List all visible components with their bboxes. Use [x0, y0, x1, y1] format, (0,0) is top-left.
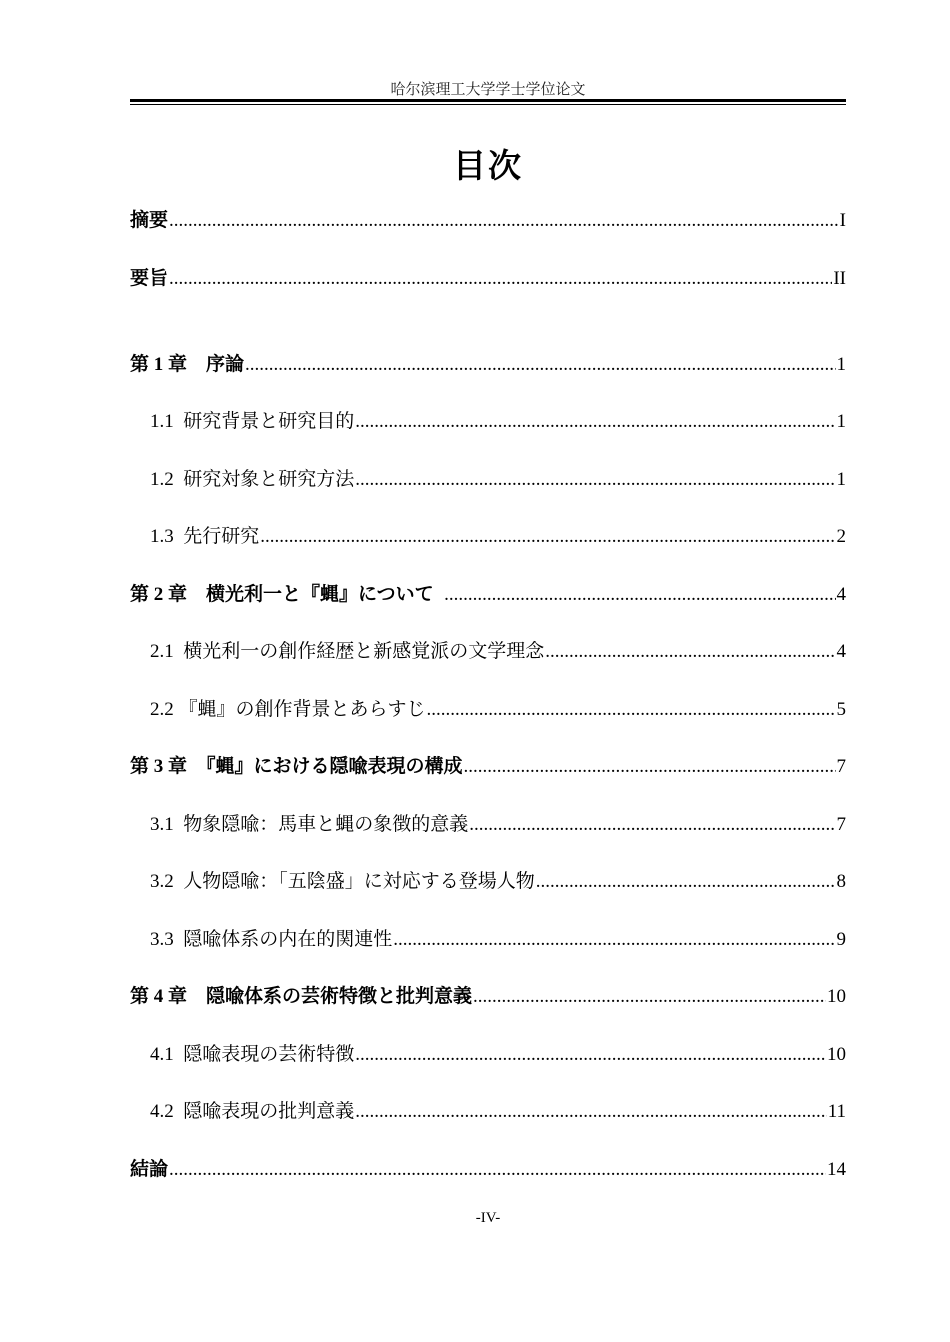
dot-leader: [355, 1101, 826, 1123]
toc-entry-section-4-1: [150, 1039, 846, 1067]
toc-entry-section-3-1: [150, 809, 846, 837]
toc-page: 10: [827, 1044, 846, 1065]
toc-label: 3.1 物象隠喩：馬車と蝿の象徴的意義: [150, 814, 469, 835]
toc-page: 5: [836, 699, 846, 720]
header-rule-thin: [130, 104, 846, 105]
toc-entry-section-3-3: [150, 924, 846, 952]
toc-entry-chapter-4: [130, 981, 846, 1009]
toc-entry-conclusion: [130, 1154, 846, 1182]
toc-entry-section-3-2: [150, 866, 846, 894]
toc-page: 8: [836, 871, 846, 892]
header-rule-thick: [130, 99, 846, 102]
toc-page: I: [839, 210, 846, 231]
toc-page: 11: [827, 1101, 846, 1122]
dot-leader: [536, 871, 836, 893]
toc-page: 14: [827, 1159, 846, 1180]
dot-leader: [169, 268, 832, 290]
toc-label: 結論: [130, 1159, 169, 1180]
toc-page: 7: [836, 756, 846, 777]
dot-leader: [245, 354, 835, 376]
dot-leader: [355, 469, 835, 491]
toc-entry-abstract-ja: [130, 263, 846, 291]
toc-entry-section-1-2: [150, 464, 846, 492]
toc-page: 10: [827, 986, 846, 1007]
toc-page: 1: [836, 354, 846, 375]
toc-label: 第 4 章 隠喩体系の芸術特徴と批判意義: [130, 986, 473, 1007]
dot-leader: [444, 584, 835, 606]
toc-entry-chapter-2: [130, 579, 846, 607]
dot-leader: [469, 814, 835, 836]
toc-label: 要旨: [130, 268, 169, 289]
toc-page: 4: [836, 641, 846, 662]
toc-page: II: [833, 268, 846, 289]
toc-entry-section-1-1: [150, 406, 846, 434]
dot-leader: [355, 1044, 826, 1066]
toc-label: 3.2 人物隠喩：「五陰盛」に対応する登場人物: [150, 871, 535, 892]
dot-leader: [260, 526, 835, 548]
dot-leader: [473, 986, 826, 1008]
toc-entry-section-2-1: [150, 636, 846, 664]
toc-entry-abstract-zh: [130, 205, 846, 233]
toc-label: 4.1 隠喩表現の芸術特徴: [150, 1044, 355, 1065]
toc-label: 2.2 『蝿』の創作背景とあらすじ: [150, 699, 426, 720]
toc-entry-section-1-3: [150, 521, 846, 549]
toc-label: 第 1 章 序論: [130, 354, 245, 375]
toc-label: 1.1 研究背景と研究目的: [150, 411, 355, 432]
toc-label: 第 3 章 『蝿』における隠喩表現の構成: [130, 756, 463, 777]
page-number: -IV-: [475, 1210, 501, 1226]
toc-label: 1.2 研究対象と研究方法: [150, 469, 355, 490]
page-title: 目次: [453, 149, 523, 185]
toc-label: 4.2 隠喩表現の批判意義: [150, 1101, 355, 1122]
toc-entry-chapter-1: [130, 349, 846, 377]
toc-label: 1.3 先行研究: [150, 526, 260, 547]
dot-leader: [169, 1159, 826, 1181]
dot-leader: [169, 210, 839, 232]
toc-entry-section-4-2: [150, 1096, 846, 1124]
dot-leader: [355, 411, 835, 433]
dot-leader: [393, 929, 835, 951]
toc-label: 摘要: [130, 210, 169, 231]
dot-leader: [464, 756, 836, 778]
toc-page: 1: [836, 469, 846, 490]
toc-label: 第 2 章 横光利一と『蝿』について: [130, 584, 444, 605]
toc-label: 2.1 横光利一の創作経歴と新感覚派の文学理念: [150, 641, 545, 662]
toc-page: 2: [836, 526, 846, 547]
toc-entry-chapter-3: [130, 751, 846, 779]
toc-label: 3.3 隠喩体系の内在的関連性: [150, 929, 393, 950]
dot-leader: [427, 699, 836, 721]
toc-page: 1: [836, 411, 846, 432]
running-header: 哈尔滨理工大学学士学位论文: [390, 82, 586, 98]
dot-leader: [545, 641, 835, 663]
toc-entry-section-2-2: [150, 694, 846, 722]
toc-page: 4: [836, 584, 846, 605]
toc-page: 7: [836, 814, 846, 835]
toc-page: 9: [836, 929, 846, 950]
